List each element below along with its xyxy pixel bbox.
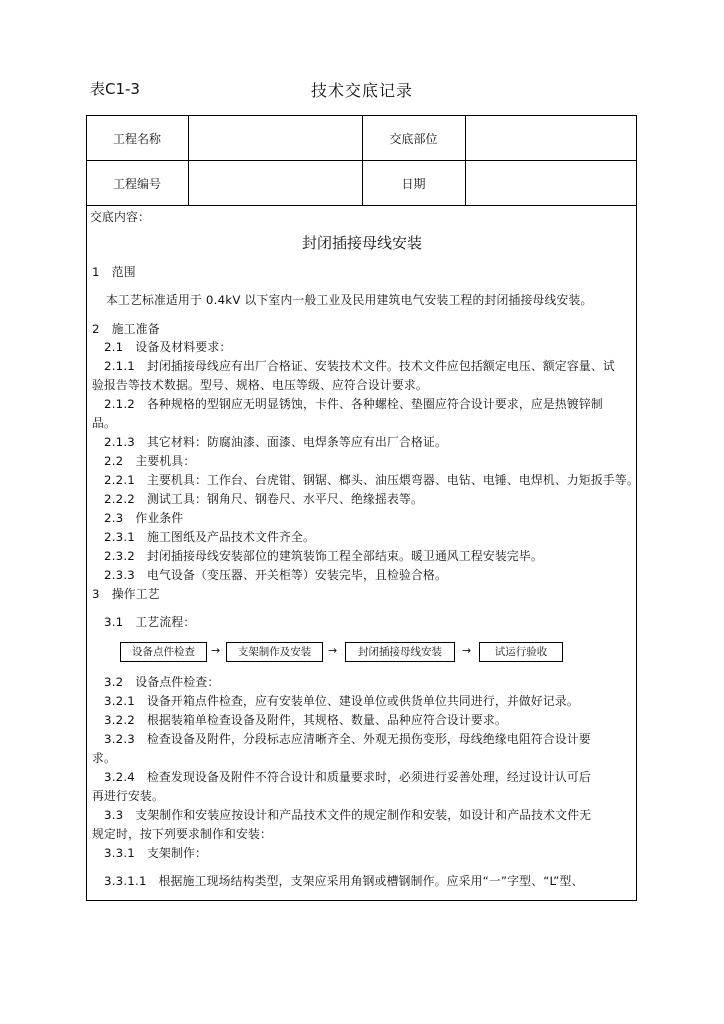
col-divider xyxy=(188,115,189,205)
text-line: 2.3.1 施工图纸及产品技术文件齐全。 xyxy=(104,530,315,544)
text-line: 3.2.3 检查设备及附件，分段标志应清晰齐全、外观无损伤变形，母线绝缘电阻符合设计要 xyxy=(104,732,591,746)
location-label: 交底部位 xyxy=(389,132,438,146)
text-line: 3.2 设备点件检查： xyxy=(104,675,220,689)
text-line: 品。 xyxy=(92,416,116,430)
text-line: 2.3 作业条件 xyxy=(104,511,184,525)
text-line: 3.2.1 设备开箱点件检查，应有安装单位、建设单位或供货单位共同进行，并做好记录。 xyxy=(104,694,579,708)
flow-step-busway: 封闭插接母线安装 xyxy=(345,642,455,662)
text-line: 2.2 主要机具： xyxy=(104,454,196,468)
text-line: 2.3.3 电气设备（变压器、开关柜等）安装完毕，且检验合格。 xyxy=(104,568,447,582)
text-line: 规定时，按下列要求制作和安装： xyxy=(92,827,272,841)
text-line: 2 施工准备 xyxy=(92,322,160,336)
text-line: 2.2.1 主要机具：工作台、台虎钳、钢锯、榔头、油压煨弯器、电钻、电锤、电焊机、力矩扳手等。 xyxy=(104,473,639,487)
section-heading: 封闭插接母线安装 xyxy=(301,234,422,252)
row-divider xyxy=(86,205,637,206)
text-line: 验报告等技术数据。型号、规格、电压等级、应符合设计要求。 xyxy=(92,378,428,392)
document-title: 技术交底记录 xyxy=(310,81,413,100)
text-line: 求。 xyxy=(92,751,116,765)
text-line: 2.1.1 封闭插接母线应有出厂合格证、安装技术文件。技术文件应包括额定电压、额定容量、试 xyxy=(104,359,615,373)
date-label: 日期 xyxy=(401,177,426,191)
content-label: 交底内容： xyxy=(90,210,150,224)
text-line: 2.1 设备及材料要求： xyxy=(104,340,232,354)
flow-arrow-icon: → xyxy=(328,644,338,657)
text-line: 3.3.1.1 根据施工现场结构类型，支架应采用角钢或槽钢制作。应采用“一”字型、“L”型、 xyxy=(104,874,584,888)
form-number: 表C1-3 xyxy=(90,80,140,98)
flow-step-inspection: 设备点件检查 xyxy=(120,642,207,662)
project-no-label: 工程编号 xyxy=(112,177,161,191)
text-line: 1 范围 xyxy=(92,265,136,279)
project-name-label: 工程名称 xyxy=(112,132,161,146)
text-line: 3.3.1 支架制作： xyxy=(104,846,207,860)
flow-step-acceptance: 试运行验收 xyxy=(479,642,563,662)
text-line: 本工艺标准适用于 0.4kV 以下室内一般工业及民用建筑电气安装工程的封闭插接母线安装。 xyxy=(106,293,593,307)
col-divider xyxy=(465,115,466,205)
text-line: 2.1.3 其它材料：防腐油漆、面漆、电焊条等应有出厂合格证。 xyxy=(104,435,447,449)
text-line: 3.3 支架制作和安装应按设计和产品技术文件的规定制作和安装，如设计和产品技术文件无 xyxy=(104,808,592,822)
text-line: 再进行安装。 xyxy=(92,789,164,803)
flow-step-bracket: 支架制作及安装 xyxy=(226,642,323,662)
text-line: 3.2.2 根据装箱单检查设备及附件，其规格、数量、品种应符合设计要求。 xyxy=(104,713,507,727)
flow-arrow-icon: → xyxy=(211,644,221,657)
text-line: 2.1.2 各种规格的型钢应无明显锈蚀，卡件、各种螺栓、垫圈应符合设计要求，应是热镀锌制 xyxy=(104,397,603,411)
text-line: 2.3.2 封闭插接母线安装部位的建筑装饰工程全部结束。暖卫通风工程安装完毕。 xyxy=(104,549,543,563)
flow-arrow-icon: → xyxy=(462,644,472,657)
text-line: 3.1 工艺流程： xyxy=(104,615,196,629)
text-line: 3.2.4 检查发现设备及附件不符合设计和质量要求时，必须进行妥善处理，经过设计认可后 xyxy=(104,770,591,784)
text-line: 3 操作工艺 xyxy=(92,587,160,601)
text-line: 2.2.2 测试工具：钢角尺、钢卷尺、水平尺、绝缘摇表等。 xyxy=(104,492,423,506)
